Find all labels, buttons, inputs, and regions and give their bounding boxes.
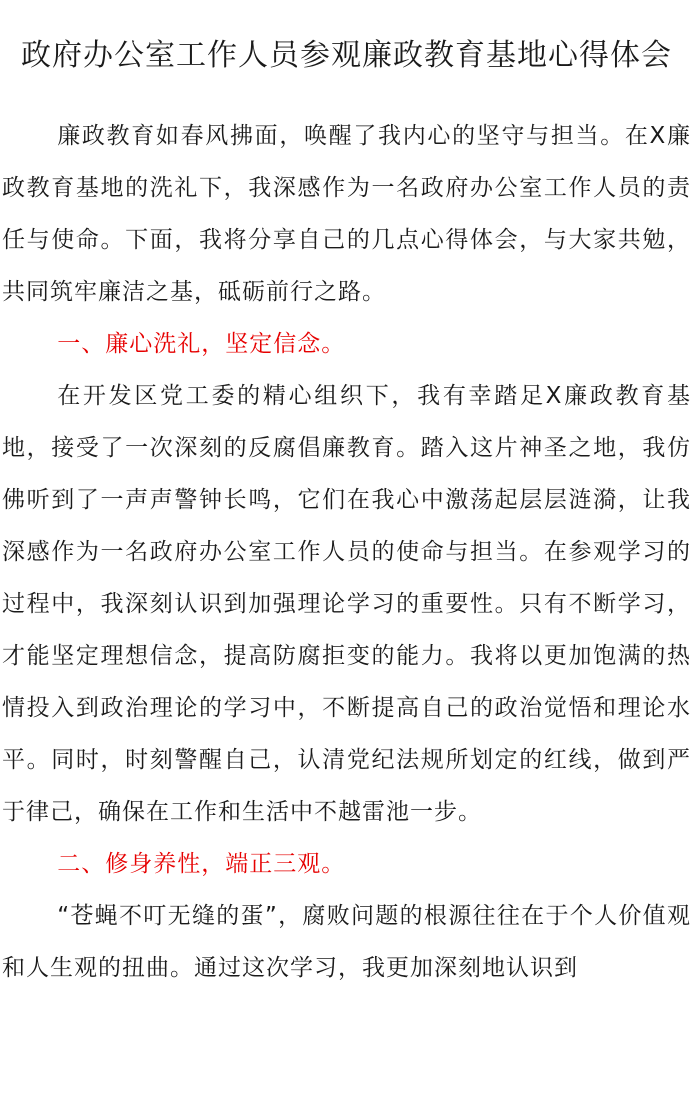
section-heading-1: 一、廉心洗礼，坚定信念。 [57, 331, 346, 357]
document-title: 政府办公室工作人员参观廉政教育基地心得体会 [21, 38, 672, 73]
article-body [0, 110, 693, 994]
intro-paragraph: 廉政教育如春风拂面，唤醒了我内心的坚守与担当。在X廉政教育基地的洗礼下，我深感作为一名政府办公室工作人员的责任与使命。下面，我将分享自己的几点心得体会，与大家共勉，共同筑牢廉洁之基，砥砺前行之路。 [2, 123, 691, 305]
section-2-paragraph: “苍蝇不叮无缝的蛋”，腐败问题的根源往往在于个人价值观和人生观的扭曲。通过这次学习，我更加深刻地认识到 [2, 903, 691, 981]
section-heading-2: 二、修身养性，端正三观。 [57, 851, 346, 877]
section-1-paragraph: 在开发区党工委的精心组织下，我有幸踏足X廉政教育基地，接受了一次深刻的反腐倡廉教育。踏入这片神圣之地，我仿佛听到了一声声警钟长鸣，它们在我心中激荡起层层涟漪，让我深感作为一名政府办公室工作人员的使命与担当。在参观学习的过程中，我深刻认识到加强理论学习的重要性。只有不断学习，才能坚定理想信念，提高防腐拒变的能力。我将以更加饱满的热情投入到政治理论的学习中，不断提高自己的政治觉悟和理论水平。同时，时刻警醒自己，认清党纪法规所划定的红线，做到严于律己，确保在工作和生活中不越雷池一步。 [2, 383, 691, 825]
